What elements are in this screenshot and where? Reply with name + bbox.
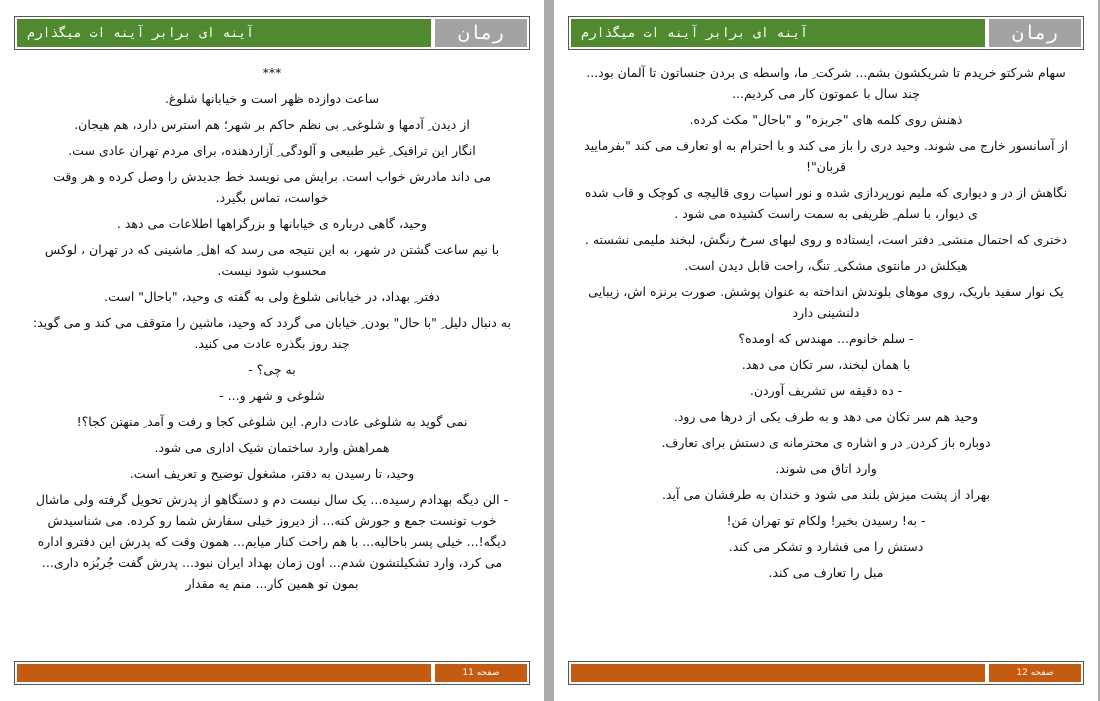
left-page-body [30,62,514,652]
right-page-body [584,62,1068,652]
right-page-footer [568,661,1084,685]
left-page-footer [14,661,530,685]
paragraph: وحید، گاهی درباره ی خیابانها و بزرگراهها اطلاعات می دهد . [116,216,428,231]
right-footer-bar [569,662,987,684]
paragraph: نگاهش از در و دیواری که ملیم نورپردازی شده و نور اسپات روی قالیچه ی کوچک و قاب شده ی دیوار، با سلم ِ ظریفی به سمت راست کشیده می شود . [584,185,1068,221]
paragraph: از دیدن ِ آدمها و شلوغی ِ بی نظم حاکم بر شهر؛ هم استرس دارد، هم هیجان. [74,117,470,132]
paragraph: دوباره باز کردن ِ در و اشاره ی محترمانه ی دستش برای تعارف. [661,435,991,450]
left-page-header [14,16,530,50]
paragraph: با نیم ساعت گشتن در شهر، به این نتیجه می رسد که اهل ِ ماشینی که در تهران ، لوکس محسوب شود نیست. [44,242,500,278]
paragraph: ساعت دوازده ظهر است و خیابانها شلوغ. [164,91,380,106]
left-page-number: صفحه 11 [433,662,529,684]
paragraph: مبل را تعارف می کند. [768,565,884,580]
right-page-header [568,16,1084,50]
paragraph: بهراد از پشت میزش بلند می شود و خندان به طرفشان می آید. [662,487,990,502]
paragraph: با همان لبخند، سر تکان می دهد. [741,357,911,372]
paragraph: دختری که احتمال منشی ِ دفتر است، ایستاده و روی لبهای سرخ رنگش، لبخند ملیمی نشسته . [584,232,1068,247]
paragraph: دستش را می فشارد و تشکر می کند. [728,539,924,554]
right-page [554,0,1098,701]
paragraph: - الن دیگه بهدادم رسیده... یک سال نیست دم و دستگاهو از پدرش تحویل گرفته ولی ماشال خوب تونست جمع و جورش کنه... از دیروز خیلی سفارش شما رو کرده. می شناسیدش دیگه!... خیلی پسر باحالیه... با هم راحت کنار میایم... همون وقت که پدرش این دفترو اداره می کرد، وارد تشکیلتشون شدم... اون زمان بهداد ایران نبود... پدرش گفت جُربُزه داری... بمون تو همین کار... منم یه مقدار [35,492,509,591]
paragraph: - به! رسیدن بخیر! ولکام تو تهران مَن! [726,513,926,528]
left-page [0,0,544,701]
paragraph: وحید، تا رسیدن به دفتر، مشغول توضیح و تعریف است. [129,466,415,481]
paragraph: همراهش وارد ساختمان شیک اداری می شود. [154,440,390,455]
paragraph: وحید هم سر تکان می دهد و به طرف یکی از درها می رود. [673,409,979,424]
paragraph: سهام شرکتو خریدم تا شریکشون بشم... شرکت ِ ما، واسطه ی بردن جنساتون تا آلمان بود... چند سال با عموتون کار می کردیم... [586,65,1066,101]
paragraph: ذهنش روی کلمه های "جربزه" و "باحال" مکث کرده. [689,112,963,127]
paragraph: از آسانسور خارج می شوند. وحید دری را باز می کند و با احترام به او تعارف می کند "بفرمایید قربان"! [584,138,1068,174]
paragraph: شلوغی و شهر و... - [219,388,325,403]
right-page-number: صفحه 12 [987,662,1083,684]
right-header-title: آینه ای برابر آینه ات میگذارم [569,17,987,49]
right-header-category: رمان [987,17,1083,49]
paragraph: می داند مادرش خواب است. برایش می نویسد خط جدیدش را وصل کرده و هر وقت خواست، تماس بگیرد. [53,169,491,205]
left-header-title: آینه ای برابر آینه ات میگذارم [15,17,433,49]
paragraph: به دنبال دلیل ِ "با حال" بودن ِ خیابان می گردد که وحید، ماشین را متوقف می کند و می گوید: چند روز بگذره عادت می کنید. [33,315,511,351]
left-footer-bar [15,662,433,684]
paragraph: وارد اتاق می شوند. [775,461,877,476]
paragraph: نمی گوید به شلوغی عادت دارم. این شلوغی کجا و رفت و آمد ِ منهتن کجا؟! [76,414,468,429]
section-separator: *** [262,65,282,80]
paragraph: - ده دقیقه س تشریف آوردن. [749,383,903,398]
paragraph: دفتر ِ بهداد، در خیابانی شلوغ ولی به گفته ی وحید، "باحال" است. [104,289,440,304]
paragraph: هیکلش در مانتوی مشکی ِ تنگ، راحت قابل دیدن است. [684,258,968,273]
paragraph: یک نوار سفید باریک، روی موهای بلوندش انداخته به عنوان پوشش. صورت برنزه اش، زیبایی دلنشینی دارد [588,284,1064,320]
paragraph: به چی؟ - [248,362,296,377]
paragraph: - سلم خانوم... مهندس که اومده؟ [738,331,914,346]
left-header-category: رمان [433,17,529,49]
paragraph: انگار این ترافیک ِ غیر طبیعی و آلودگی ِ آزاردهنده، برای مردم تهران عادی ست. [68,143,476,158]
